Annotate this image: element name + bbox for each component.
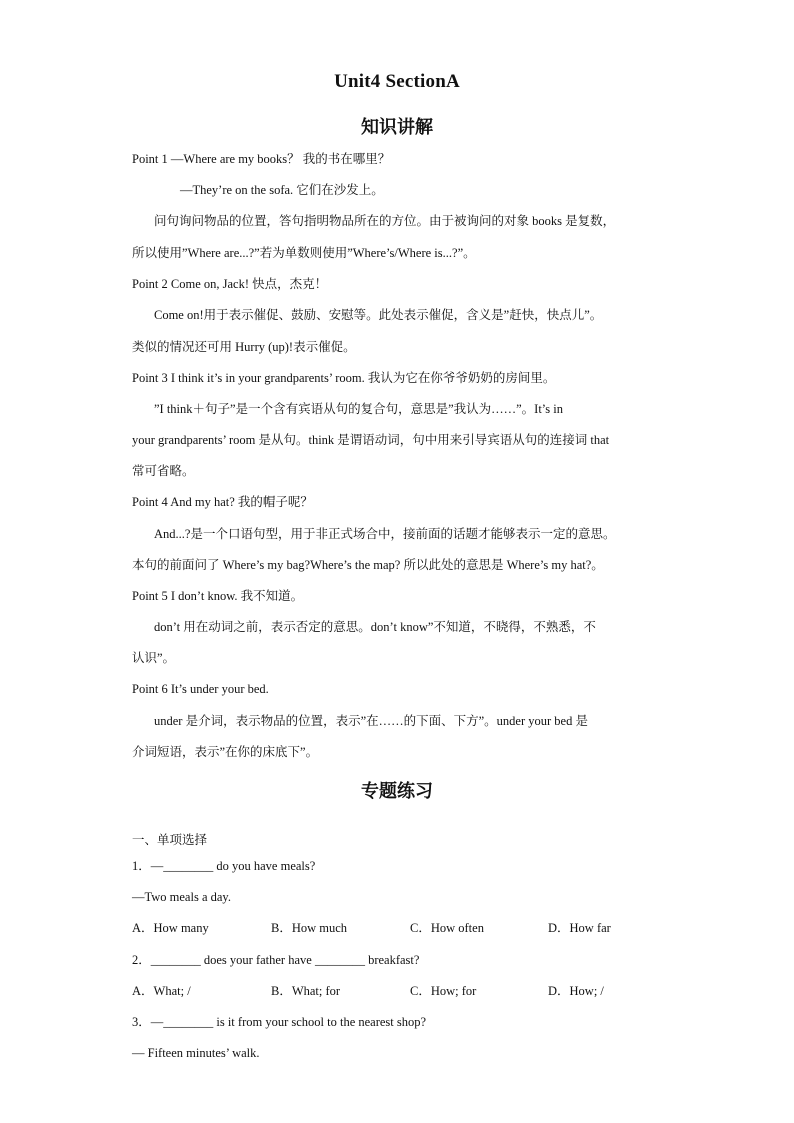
point-4-heading: Point 4 And my hat? 我的帽子呢？ [132,495,313,509]
question-1-options [132,920,692,936]
question-2-option-a[interactable]: A．What; / [132,984,191,998]
point-3-heading: Point 3 I think it’s in your grandparents’ room. 我认为它在你爷爷奶奶的房间里。 [132,371,556,385]
question-1-option-d[interactable]: D．How far [548,921,611,935]
point-5-explanation-line-2: 认识”。 [132,651,176,665]
question-1-option-a[interactable]: A．How many [132,921,209,935]
point-6-explanation-line-2: 介词短语，表示”在你的床底下”。 [132,745,319,759]
question-1-stem: 1．—________ do you have meals? [132,859,316,873]
point-1-heading: Point 1 —Where are my books？ 我的书在哪里？ [132,152,391,166]
point-3-explanation-line-2: your grandparents’ room 是从句。think 是谓语动词，句中用来引导宾语从句的连接词 that [132,433,610,447]
point-2-explanation-line-2: 类似的情况还可用 Hurry (up)!表示催促。 [132,340,356,354]
question-1-option-c[interactable]: C．How often [410,921,484,935]
question-2-option-c[interactable]: C．How; for [410,984,477,998]
point-2-explanation-line-1: Come on!用于表示催促、鼓励、安慰等。此处表示催促，含义是”赶快，快点儿”。 [154,308,603,322]
point-3-explanation-line-1: ”I think＋句子”是一个含有宾语从句的复合句，意思是”我认为……”。It’s in [154,402,563,416]
point-6-explanation-line-1: under 是介词，表示物品的位置，表示”在……的下面、下方”。under your bed 是 [154,714,588,728]
point-5-heading: Point 5 I don’t know. 我不知道。 [132,589,304,603]
question-3-stem: 3．—________ is it from your school to the nearest shop? [132,1015,427,1029]
point-1-explanation-line-2: 所以使用”Where are...?”若为单数则使用”Where’s/Where is...?”。 [132,246,476,260]
exercise-part-label: 一、单项选择 [132,833,208,847]
page-title: Unit4 SectionA [334,71,460,92]
question-2-options [132,983,692,999]
question-3-answer: — Fifteen minutes’ walk. [132,1046,260,1060]
point-4-explanation-line-1: And...?是一个口语句型，用于非正式场合中，接前面的话题才能够表示一定的意思。 [154,527,616,541]
question-1-option-b[interactable]: B．How much [271,921,348,935]
point-1-explanation-line-1: 问句询问物品的位置，答句指明物品所在的方位。由于被询问的对象 books 是复数， [154,214,616,228]
point-6-heading: Point 6 It’s under your bed. [132,682,269,696]
question-2-option-b[interactable]: B．What; for [271,984,341,998]
question-2-stem: 2．________ does your father have ________ breakfast? [132,953,420,967]
point-4-explanation-line-2: 本句的前面问了 Where’s my bag?Where’s the map? 所以此处的意思是 Where’s my hat?。 [132,558,604,572]
section-heading-knowledge: 知识讲解 [361,117,433,138]
point-5-explanation-line-1: don’t 用在动词之前，表示否定的意思。don’t know”不知道，不晓得，不熟悉，不 [154,620,596,634]
question-2-option-d[interactable]: D．How; / [548,984,604,998]
point-1-answer: —They’re on the sofa. 它们在沙发上。 [180,183,384,197]
section-heading-practice: 专题练习 [361,781,433,802]
point-2-heading: Point 2 Come on, Jack! 快点，杰克！ [132,277,328,291]
point-3-explanation-line-3: 常可省略。 [132,464,195,478]
question-1-answer: —Two meals a day. [132,890,231,904]
